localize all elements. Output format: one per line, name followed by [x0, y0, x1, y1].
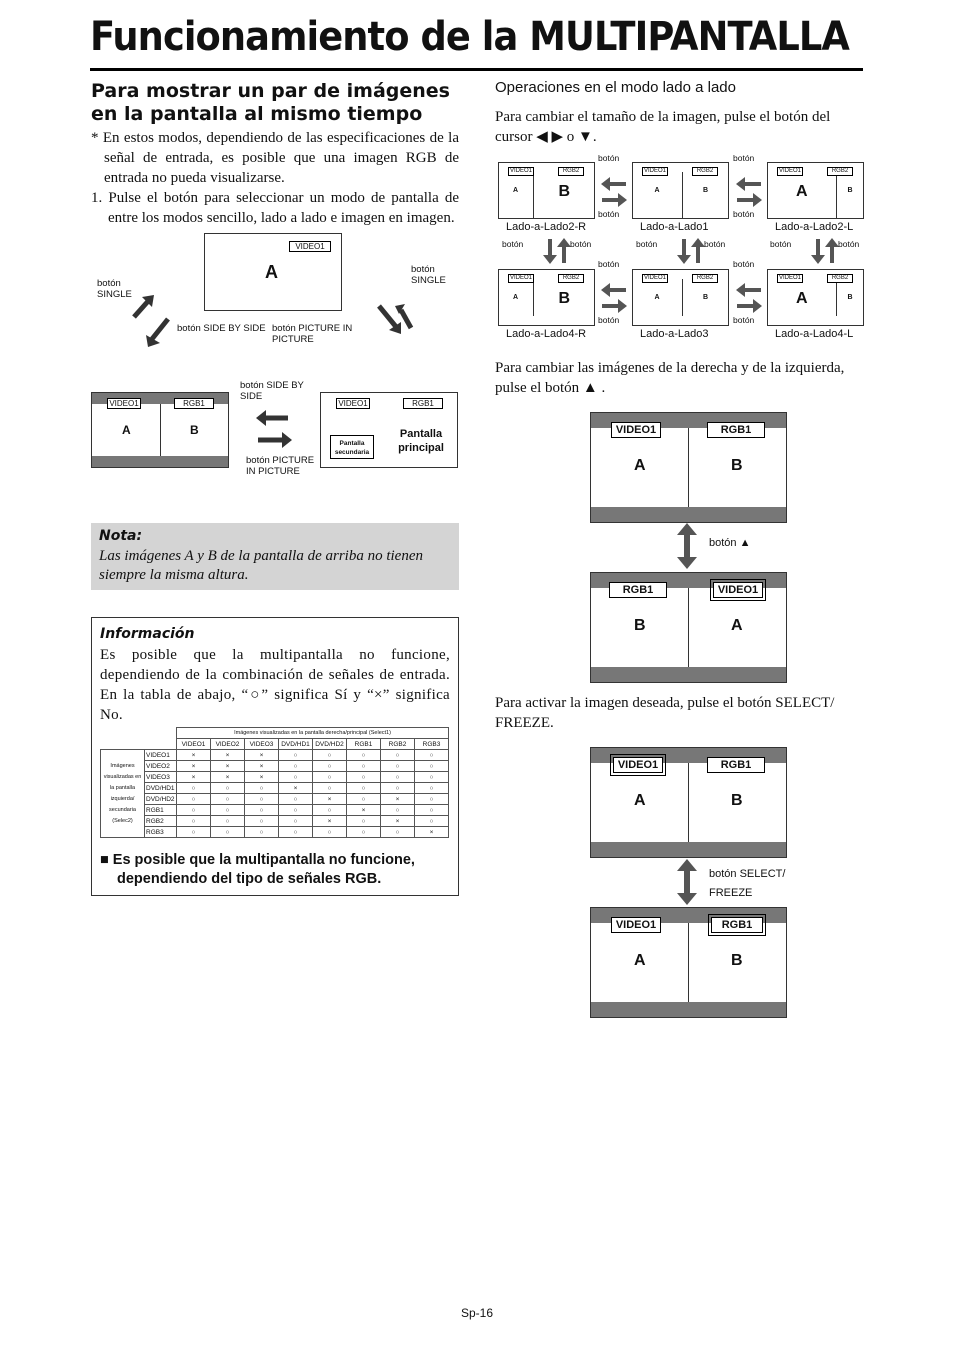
table-cell: ○	[415, 805, 449, 816]
table-cell: ×	[177, 750, 211, 761]
table-row-header: Imágenes visualizadas en la pantalla izquierda/ secundaria (Selec2)	[101, 750, 145, 838]
table-cell: ○	[347, 750, 381, 761]
modes-grid	[495, 150, 875, 350]
mode-caption: Lado-a-Lado4-L	[775, 328, 854, 340]
sbs-label-video1: VIDEO1	[107, 398, 141, 409]
mode-caption: Lado-a-Lado2-R	[506, 221, 587, 233]
table-cell: ×	[381, 794, 415, 805]
table-cell: ○	[313, 761, 347, 772]
btn-pip-label: botón PICTURE IN PICTURE	[272, 323, 353, 345]
letter-a: A	[634, 792, 646, 809]
table-cell: ○	[313, 827, 347, 838]
mode-letter-b: B	[558, 290, 571, 307]
section-heading-line1: Para mostrar un par de imágenes	[91, 80, 450, 102]
table-cell: ○	[245, 816, 279, 827]
select-button-label: botón SELECT/ FREEZE	[709, 868, 786, 899]
table-cell: ○	[279, 827, 313, 838]
btn-single-left-label: botón SINGLE	[97, 278, 132, 300]
boton-label: botón	[598, 259, 620, 269]
mode-label-rgb2: RGB2	[827, 274, 853, 283]
mode-caption: Lado-a-Lado2-L	[775, 221, 854, 233]
table-cell: ○	[245, 805, 279, 816]
section-heading-line2: en la pantalla al mismo tiempo	[91, 103, 423, 125]
mode-label-rgb2: RGB2	[827, 167, 853, 176]
boton-label: botón	[636, 239, 658, 249]
info-title: Información	[100, 626, 195, 642]
boton-label: botón	[733, 259, 755, 269]
table-cell: ○	[211, 827, 245, 838]
screen-label: VIDEO1	[289, 241, 331, 252]
boton-label: botón	[733, 209, 755, 219]
info-box	[91, 617, 459, 896]
table-cell: ○	[245, 794, 279, 805]
mode-screen	[632, 269, 729, 326]
swap-up-down-arrow-icon	[675, 523, 699, 569]
table-col-header: DVD/HD1	[279, 739, 313, 750]
table-cell: ×	[415, 827, 449, 838]
letter-a: A	[265, 262, 278, 282]
table-row-name: RGB2	[145, 816, 177, 827]
label-video1: VIDEO1	[611, 422, 661, 438]
cycle-arrows-right-icon	[375, 300, 415, 340]
table-cell: ○	[177, 805, 211, 816]
table-cell: ×	[177, 772, 211, 783]
label-rgb1: RGB1	[707, 757, 765, 773]
main-screen-label: Pantalla principal	[398, 428, 444, 454]
swap-arrows-icon	[600, 174, 628, 210]
btn-sbs-label: botón SIDE BY SIDE	[177, 323, 266, 334]
table-cell: ○	[211, 794, 245, 805]
mode-label-video1: VIDEO1	[643, 275, 666, 281]
mode-letter-a: A	[654, 187, 660, 194]
boton-label: botón	[733, 315, 755, 325]
mode-label-rgb2: RGB2	[692, 167, 718, 176]
swap-arrows-icon	[735, 280, 763, 316]
nota-box	[91, 523, 459, 590]
table-cell: ×	[279, 783, 313, 794]
table-cell: ○	[381, 827, 415, 838]
table-cell: ○	[415, 761, 449, 772]
mode-screen	[498, 162, 595, 219]
subheading: Operaciones en el modo lado a lado	[495, 79, 736, 96]
table-header: Imágenes visualizadas en la pantalla derecha/principal (Select1)	[177, 728, 449, 739]
mode-label-video1: VIDEO1	[509, 275, 532, 281]
table-cell: ○	[279, 805, 313, 816]
pip-label-video1: VIDEO1	[336, 398, 370, 409]
table-col-header: DVD/HD2	[313, 739, 347, 750]
table-row-name: VIDEO1	[145, 750, 177, 761]
mode-screen	[498, 269, 595, 326]
para-resize: Para cambiar el tamaño de la imagen, pulse el botón del cursor ◀ ▶ o ▼.	[495, 109, 831, 145]
table-cell: ×	[313, 816, 347, 827]
mode-screen	[767, 269, 864, 326]
boton-label: botón	[598, 315, 620, 325]
letter-b: B	[731, 792, 743, 809]
table-cell: ○	[381, 783, 415, 794]
sbs-screen	[91, 392, 229, 468]
mode-label-rgb2: RGB2	[692, 274, 718, 283]
swap-arrows-icon	[735, 174, 763, 210]
table-cell: ×	[245, 761, 279, 772]
boton-label: botón	[770, 239, 792, 249]
table-cell: ○	[279, 794, 313, 805]
table-col-header: RGB3	[415, 739, 449, 750]
mode-letter-a: A	[654, 294, 660, 301]
nota-text: Las imágenes A y B de la pantalla de arriba no tienen siempre la misma altura.	[99, 548, 424, 583]
mode-letter-b: B	[847, 187, 853, 194]
section-heading	[91, 80, 461, 126]
page-number: Sp-16	[461, 1306, 494, 1320]
table-col-header: VIDEO2	[211, 739, 245, 750]
up-down-arrows-icon	[542, 237, 572, 265]
mode-caption: Lado-a-Lado1	[640, 221, 709, 233]
note-star: * En estos modos, dependiendo de las especificaciones de la señal de entrada, es posible que una imagen RGB de entrada no pueda visualizarse.	[91, 130, 459, 186]
title-rule	[90, 68, 863, 71]
single-screen	[204, 233, 342, 311]
table-cell: ○	[415, 783, 449, 794]
table-cell: ×	[245, 750, 279, 761]
boton-label: botón	[502, 239, 524, 249]
table-cell: ○	[415, 750, 449, 761]
mode-screen	[767, 162, 864, 219]
table-col-header: VIDEO3	[245, 739, 279, 750]
table-row-name: VIDEO2	[145, 761, 177, 772]
sbs-label-rgb1: RGB1	[174, 398, 214, 409]
letter-b: B	[731, 457, 743, 474]
mode-label-video1: VIDEO1	[509, 168, 532, 174]
label-rgb1-selected: RGB1	[711, 917, 763, 933]
table-row-name: RGB3	[145, 827, 177, 838]
mode-caption: Lado-a-Lado4-R	[506, 328, 587, 340]
cycle-arrows-left-icon	[128, 295, 173, 350]
mode-label-rgb2: RGB2	[558, 167, 584, 176]
table-col-header: RGB1	[347, 739, 381, 750]
table-cell: ○	[347, 794, 381, 805]
para-select: Para activar la imagen deseada, pulse el botón SELECT/ FREEZE.	[495, 695, 835, 731]
pip-label-rgb1: RGB1	[403, 398, 443, 409]
mode-label-video1: VIDEO1	[778, 168, 801, 174]
table-cell: ○	[313, 805, 347, 816]
table-cell: ×	[211, 772, 245, 783]
mode-label-video1: VIDEO1	[778, 275, 801, 281]
up-down-arrows-icon	[810, 237, 840, 265]
swap-arrows-icon	[254, 404, 294, 454]
d2-btn-pip-label: botón PICTURE IN PICTURE	[246, 455, 315, 477]
table-cell: ○	[313, 772, 347, 783]
boton-label: botón	[570, 239, 592, 249]
table-cell: ×	[211, 761, 245, 772]
table-cell: ○	[313, 750, 347, 761]
table-cell: ○	[381, 805, 415, 816]
para-swap: Para cambiar las imágenes de la derecha y de la izquierda, pulse el botón ▲ .	[495, 360, 845, 396]
table-cell: ○	[415, 772, 449, 783]
mode-letter-b: B	[703, 294, 709, 301]
label-rgb1: RGB1	[707, 422, 765, 438]
table-cell: ○	[177, 827, 211, 838]
sbs-letter-a: A	[122, 423, 131, 437]
table-cell: ○	[347, 772, 381, 783]
table-cell: ○	[279, 750, 313, 761]
label-rgb1: RGB1	[609, 582, 667, 598]
table-cell: ○	[347, 783, 381, 794]
boton-label: botón	[733, 153, 755, 163]
boton-label: botón	[598, 209, 620, 219]
table-row-name: DVD/HD1	[146, 784, 175, 792]
table-cell: ○	[279, 761, 313, 772]
letter-a: A	[731, 617, 743, 634]
table-cell: ○	[347, 816, 381, 827]
table-row-name: DVD/HD2	[146, 795, 175, 803]
table-cell: ○	[415, 816, 449, 827]
table-cell: ○	[347, 761, 381, 772]
table-cell: ×	[313, 794, 347, 805]
table-cell: ○	[177, 816, 211, 827]
nota-title: Nota:	[99, 528, 143, 544]
info-text: Es posible que la multipantalla no funcione, dependiendo de la combinación de señales de entrada. En la tabla de abajo, “○” significa Sí y “×” significa No.	[100, 647, 450, 723]
label-video1: VIDEO1	[611, 917, 661, 933]
sbs-letter-b: B	[190, 423, 199, 437]
mode-letter-a: A	[796, 183, 808, 200]
table-cell: ○	[279, 772, 313, 783]
mode-screen	[632, 162, 729, 219]
label-video1-selected: VIDEO1	[713, 582, 763, 598]
pip-screen	[320, 392, 458, 468]
page-title: Funcionamiento de la MULTIPANTALLA	[90, 14, 849, 60]
mode-label-rgb2: RGB2	[558, 274, 584, 283]
table-cell: ×	[211, 750, 245, 761]
select-up-down-arrow-icon	[675, 859, 699, 905]
d2-btn-sbs-label: botón SIDE BY SIDE	[240, 380, 304, 402]
table-cell: ×	[177, 761, 211, 772]
boton-label: botón	[598, 153, 620, 163]
table-cell: ○	[245, 783, 279, 794]
table-cell: ×	[381, 816, 415, 827]
select-screen-before	[590, 747, 787, 858]
warning-text: ■ Es posible que la multipantalla no funcione, dependiendo del tipo de señales RGB.	[100, 852, 415, 887]
table-cell: ×	[245, 772, 279, 783]
swap-arrows-icon	[600, 280, 628, 316]
compat-table	[100, 727, 449, 838]
table-cell: ○	[211, 816, 245, 827]
boton-label: botón	[704, 239, 726, 249]
table-cell: ○	[313, 783, 347, 794]
letter-b: B	[634, 617, 646, 634]
swap-button-label: botón ▲	[709, 537, 751, 549]
table-col-header: RGB2	[381, 739, 415, 750]
table-cell: ○	[279, 816, 313, 827]
table-cell: ○	[381, 772, 415, 783]
table-cell: ○	[381, 761, 415, 772]
label-video1-selected: VIDEO1	[613, 757, 663, 773]
sub-screen: Pantalla secundaria	[330, 435, 374, 459]
table-row-name: VIDEO3	[145, 772, 177, 783]
mode-letter-b: B	[703, 187, 709, 194]
table-row-name: RGB1	[145, 805, 177, 816]
mode-letter-b: B	[558, 183, 571, 200]
step-1: 1. Pulse el botón para seleccionar un modo de pantalla de entre los modos sencillo, lado a lado e imagen en imagen.	[91, 190, 459, 226]
mode-label-video1: VIDEO1	[643, 168, 666, 174]
up-down-arrows-icon	[676, 237, 706, 265]
table-cell: ○	[211, 783, 245, 794]
table-cell: ○	[415, 794, 449, 805]
mode-letter-a: A	[513, 294, 519, 301]
table-cell: ○	[211, 805, 245, 816]
letter-b: B	[731, 952, 743, 969]
mode-letter-b: B	[847, 294, 853, 301]
btn-single-right-label: botón SINGLE	[411, 264, 446, 286]
mode-caption: Lado-a-Lado3	[640, 328, 709, 340]
table-cell: ○	[245, 827, 279, 838]
select-screen-after	[590, 907, 787, 1018]
table-cell: ×	[347, 805, 381, 816]
mode-letter-a: A	[513, 187, 519, 194]
swap-screen-before	[590, 412, 787, 523]
mode-letter-a: A	[796, 290, 808, 307]
letter-a: A	[634, 457, 646, 474]
table-cell: ○	[381, 750, 415, 761]
boton-label: botón	[838, 239, 860, 249]
swap-screen-after	[590, 572, 787, 683]
letter-a: A	[634, 952, 646, 969]
table-cell: ○	[177, 794, 211, 805]
table-cell: ○	[177, 783, 211, 794]
table-cell: ○	[347, 827, 381, 838]
table-col-header: VIDEO1	[177, 739, 211, 750]
